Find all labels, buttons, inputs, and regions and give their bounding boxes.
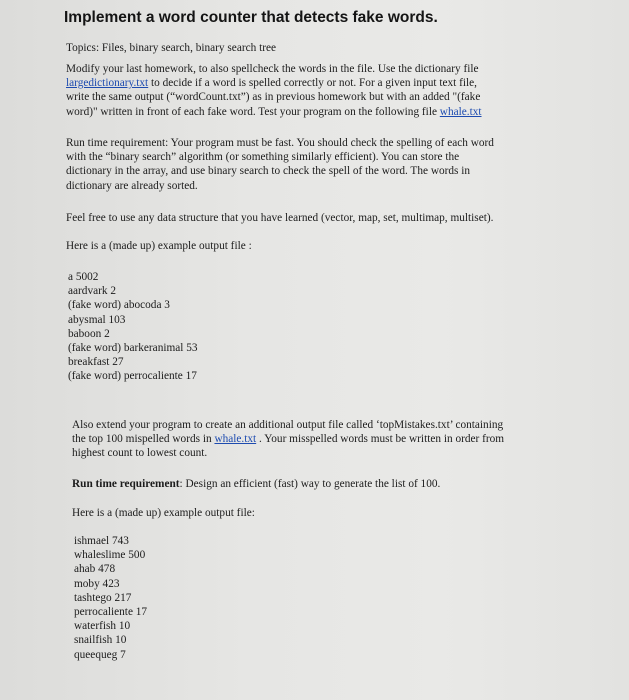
para1-line2-text: to decide if a word is spelled correctly or not. For a given input text file, (148, 77, 477, 90)
para1-line4 (66, 105, 482, 119)
output2-line: moby 423 (74, 577, 120, 590)
output1-line: abysmal 103 (68, 313, 126, 326)
page-title: Implement a word counter that detects fake words. (64, 9, 438, 26)
example-output-2 (74, 534, 147, 662)
paragraph-data-structures: Feel free to use any data structure that you have learned (vector, map, set, multimap, multiset). (66, 212, 494, 224)
output2-line: perrocaliente 17 (74, 605, 148, 618)
whale-link[interactable]: whale.txt (439, 105, 482, 118)
output1-line: (fake word) abocoda 3 (68, 299, 170, 312)
para5-line2-text: the top 100 mispelled words in (72, 433, 215, 446)
whale-link-2[interactable]: whale.txt (214, 433, 257, 446)
output2-line: ahab 478 (74, 563, 116, 576)
para5-line1: Also extend your program to create an additional output file called ‘topMistakes.txt’ containing (72, 419, 504, 431)
para5-line2 (72, 432, 504, 446)
para2-line1: Run time requirement: Your program must be fast. You should check the spelling of each word (66, 137, 494, 149)
topics-line: Topics: Files, binary search, binary search tree (66, 42, 277, 54)
para2-line4: dictionary are already sorted. (66, 179, 198, 192)
para2-line2: with the “binary search” algorithm (or something similarly efficient). You can store the (66, 151, 460, 164)
output1-line: breakfast 27 (68, 356, 124, 369)
output2-line: queequeg 7 (74, 648, 126, 661)
para2-line3: dictionary in the array, and use binary search to check the spell of the word. The words in (66, 165, 471, 178)
output1-line: (fake word) barkeranimal 53 (68, 341, 198, 354)
para1-line2 (66, 76, 482, 90)
output1-line: a 5002 (68, 271, 99, 283)
output2-line: tashtego 217 (74, 591, 132, 604)
paragraph-example-intro-2: Here is a (made up) example output file: (72, 507, 255, 519)
para1-line3: write the same output (“wordCount.txt”) as in previous homework but with an added "(fake (66, 91, 481, 104)
para1-line1: Modify your last homework, to also spellcheck the words in the file. Use the dictionary file (66, 63, 479, 75)
paragraph-example-intro: Here is a (made up) example output file : (66, 240, 252, 252)
output2-line: whaleslime 500 (74, 549, 146, 562)
output2-line: waterfish 10 (74, 620, 131, 633)
runtime-heading: Run time requirement (72, 478, 180, 490)
para5-line3: highest count to lowest count. (72, 447, 208, 460)
para1-line4-text: word)" written in front of each fake word. Test your program on the following file (66, 105, 440, 118)
example-output-1 (68, 270, 198, 384)
output2-line: snailfish 10 (74, 634, 127, 647)
output1-line: aardvark 2 (68, 285, 116, 298)
para5-line2-rest: . Your misspelled words must be written in order from (256, 433, 505, 446)
largedictionary-link[interactable]: largedictionary.txt (66, 77, 149, 90)
runtime-text: : Design an efficient (fast) way to generate the list of 100. (179, 478, 441, 490)
paragraph-runtime (66, 136, 494, 193)
output1-line: (fake word) perrocaliente 17 (68, 370, 197, 383)
paragraph-top-mistakes (72, 418, 504, 461)
output2-line: ishmael 743 (74, 535, 129, 547)
paragraph-intro (66, 62, 482, 119)
output1-line: baboon 2 (68, 327, 110, 340)
paragraph-runtime-2 (72, 477, 440, 491)
